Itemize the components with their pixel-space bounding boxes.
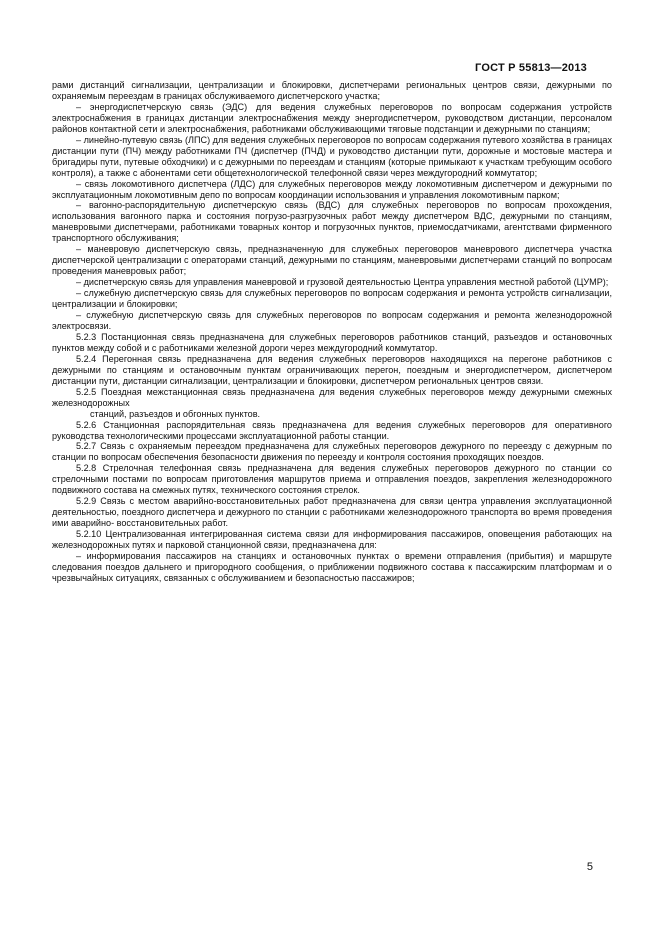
paragraph: 5.2.5 Поездная межстанционная связь предназначена для ведения служебных переговоров между дежурными смежных железнодорожных — [52, 386, 612, 408]
paragraph: станций, разъездов и обгонных пунктов. — [90, 408, 261, 419]
paragraph: – линейно-путевую связь (ЛПС) для ведения служебных переговоров по вопросам содержания путевого хозяйства в границах дистанции пути (ПЧ) между работниками ПЧ (диспетчер (ПЧД) и руководство дистанции пути, дорожные и мостовые мастера и бригадиры пути, путевые обходчики) и с дежурными по переездам и станциям (которые примыкают к участкам требующим особого контроля), а также с абонентами сети общетехнологической телефонной связи через междугородний коммутатор; — [52, 134, 612, 178]
paragraph: 5.2.7 Связь с охраняемым переездом предназначена для служебных переговоров дежурного по переезду с дежурным по станции по вопросам обеспечения безопасности движения по переезду и контроля состояния проходящих поездов. — [52, 441, 612, 463]
paragraph: – вагонно-распорядительную диспетчерскую связь (ВДС) для служебных переговоров по вопросам прохождения, использования вагонного парка и состояния погрузо-разгрузочных работ между диспетчером ВДС, дежурными по станциям, маневровыми диспетчерами, работниками товарных контор и погрузочных пунктов, приемосдатчиками, агентствами фирменного транспортного обслуживания; — [52, 200, 612, 244]
paragraph: рами дистанций сигнализации, централизации и блокировки, диспетчерами региональных центров связи, дежурными по охраняемым переездам в границах обслуживаемого диспетчерского участка; — [52, 80, 612, 101]
document-header: ГОСТ Р 55813—2013 — [475, 62, 587, 74]
paragraph: – служебную диспетчерскую связь для служебных переговоров по вопросам содержания и ремонта железнодорожной электросвязи. — [52, 310, 612, 331]
paragraph: 5.2.9 Связь с местом аварийно-восстановительных работ предназначена для связи центра управления эксплуатационной деятельностью, поездного диспетчера и дежурного по станции с работниками железнодорожного транспорта во время проведения ими аварийно- восстановительных работ. — [52, 496, 612, 529]
paragraph: 5.2.10 Централизованная интегрированная система связи для информирования пассажиров, оповещения работающих на железнодорожных путях и парковой станционной связи, предназначена для: — [52, 529, 612, 551]
paragraph: – энергодиспетчерскую связь (ЭДС) для ведения служебных переговоров по вопросам содержания устройств электроснабжения в границах дистанции электроснабжения между энергодиспетчером, руководством дистанции, персоналом районов контактной сети и электроснабжения, работниками обслуживающими тяговые подстанции и дежурными по станциям; — [52, 101, 612, 134]
paragraph: – диспетчерскую связь для управления маневровой и грузовой деятельностью Центра управления местной работой (ЦУМР); — [76, 277, 609, 288]
paragraph: – информирования пассажиров на станциях и остановочных пунктах о времени отправления (прибытия) и маршруте следования поездов дальнего и пригородного сообщения, о приближении подвижного состава к пассажирским платформам и о чрезвычайных ситуациях, связанных с обслуживанием и безопасностью пассажиров; — [52, 550, 612, 583]
page-number: 5 — [586, 861, 593, 873]
paragraph: 5.2.4 Перегонная связь предназначена для ведения служебных переговоров находящихся на перегоне работников с дежурными по станциям и остановочным пунктам ограничивающих перегон, поездным и энергодиспетчером, диспетчером дистанции пути, дистанции сигнализации, централизации и блокировки, диспетчером региональных центров связи. — [52, 353, 612, 386]
paragraph: – связь локомотивного диспетчера (ЛДС) для служебных переговоров между локомотивным диспетчером и дежурными по эксплуатационным локомотивным депо по вопросам координации использования и управления локомотивным парком; — [52, 178, 612, 200]
paragraph: – служебную диспетчерскую связь для служебных переговоров по вопросам содержания и ремонта устройств сигнализации, централизации и блокировки; — [52, 288, 612, 310]
paragraph: – маневровую диспетчерскую связь, предназначенную для служебных переговоров маневрового диспетчера участка диспетчерской централизации с операторами станций, дежурными по станциям, маневровыми диспетчерами станций по вопросам проведения маневровых работ; — [52, 244, 612, 277]
paragraph: 5.2.3 Постанционная связь предназначена для служебных переговоров работников станций, разъездов и остановочных пунктов между собой и с работниками железной дороги через междугородний коммутатор. — [52, 331, 612, 353]
paragraph: 5.2.6 Станционная распорядительная связь предназначена для ведения служебных переговоров для оперативного руководства технологическими процессами эксплуатационной работы станции. — [52, 419, 612, 441]
paragraph: 5.2.8 Стрелочная телефонная связь предназначена для ведения служебных переговоров дежурного по станции со стрелочными постами по вопросам приготовления маршрутов приема и отправления поездов, закрепления железнодорожного подвижного состава на смежных путях, технического состояния стрелок. — [52, 463, 612, 496]
document-body — [52, 80, 612, 584]
